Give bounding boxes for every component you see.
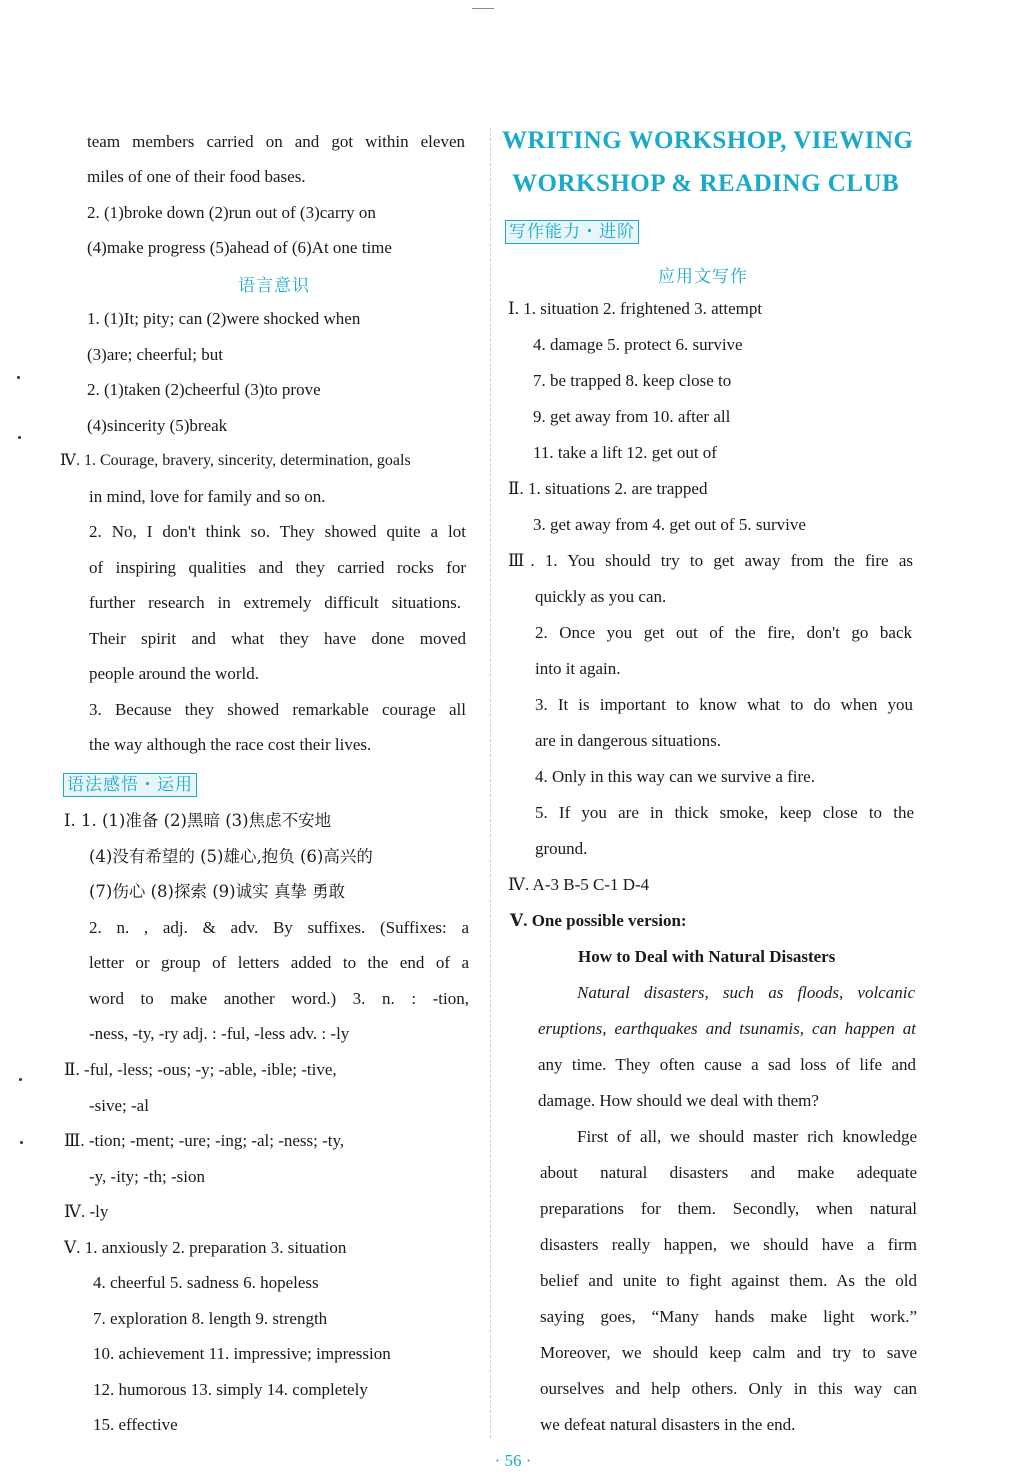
- text-line: 12. humorous 13. simply 14. completely: [93, 1380, 368, 1399]
- text-line: 15. effective: [93, 1415, 178, 1434]
- column-divider: [490, 128, 491, 1438]
- text-line: -y, -ity; -th; -sion: [89, 1167, 205, 1186]
- text-line: First of all, we should master rich knowledge: [577, 1127, 917, 1146]
- text-line: 7. exploration 8. length 9. strength: [93, 1309, 328, 1328]
- text-line: belief and unite to fight against them. As the old: [540, 1271, 917, 1290]
- text-line: disasters really happen, we should have a firm: [540, 1235, 917, 1254]
- text-line: (4)make progress (5)ahead of (6)At one time: [87, 238, 392, 257]
- text-line: Their spirit and what they have done moved: [89, 629, 466, 648]
- text-line: ground.: [535, 839, 588, 858]
- text-line: 2. (1)taken (2)cheerful (3)to prove: [87, 380, 321, 399]
- text-line: Ⅳ. 1. Courage, bravery, sincerity, determination, goals: [60, 452, 411, 469]
- text-line: damage. How should we deal with them?: [538, 1091, 819, 1110]
- text-line: eruptions, earthquakes and tsunamis, can happen at: [538, 1019, 916, 1038]
- text-line: Ⅰ. 1. situation 2. frightened 3. attempt: [508, 299, 763, 318]
- text-line: 3. get away from 4. get out of 5. survive: [533, 515, 806, 534]
- text-line: saying goes, “Many hands make light work.”: [540, 1307, 917, 1326]
- text-line: 2. No, I don't think so. They showed quite a lot: [89, 522, 466, 541]
- text-line: Ⅱ. 1. situations 2. are trapped: [508, 479, 708, 498]
- text-line: (3)are; cheerful; but: [87, 345, 223, 364]
- text-line: Ⅰ. 1. (1)准备 (2)黑暗 (3)焦虑不安地: [64, 811, 332, 830]
- text-line: word to make another word.) 3. n. : -tion,: [89, 989, 469, 1008]
- scan-dot: [18, 436, 21, 439]
- text-line: 3. It is important to know what to do when you: [535, 695, 913, 714]
- text-line: into it again.: [535, 659, 621, 678]
- text-line: Ⅱ. -ful, -less; -ous; -y; -able, -ible; -tive,: [64, 1060, 337, 1079]
- text-line: 2. n. , adj. & adv. By suffixes. (Suffixes: a: [89, 918, 469, 937]
- text-line: 3. Because they showed remarkable courage all: [89, 700, 466, 719]
- text-line: 4. Only in this way can we survive a fire.: [535, 767, 815, 786]
- text-line: Moreover, we should keep calm and try to save: [540, 1343, 917, 1362]
- text-line: 2. Once you get out of the fire, don't go back: [535, 623, 912, 642]
- section-title-line1: WRITING WORKSHOP, VIEWING: [502, 127, 914, 154]
- text-line: about natural disasters and make adequate: [540, 1163, 917, 1182]
- text-line: Ⅴ. 1. anxiously 2. preparation 3. situation: [64, 1238, 347, 1257]
- text-line: Natural disasters, such as floods, volcanic: [577, 983, 915, 1002]
- text-line: ourselves and help others. Only in this way can: [540, 1379, 917, 1398]
- text-line: the way although the race cost their lives.: [89, 735, 372, 754]
- text-line: team members carried on and got within eleven: [87, 132, 465, 151]
- text-line: quickly as you can.: [535, 587, 667, 606]
- text-line: preparations for them. Secondly, when natural: [540, 1199, 917, 1218]
- text-line: (7)伤心 (8)探索 (9)诚实 真挚 勇敢: [89, 882, 346, 901]
- text-line: (4)sincerity (5)break: [87, 416, 228, 435]
- text-line: people around the world.: [89, 664, 259, 683]
- text-line: 2. (1)broke down (2)run out of (3)carry on: [87, 203, 376, 222]
- text-line: 11. take a lift 12. get out of: [533, 443, 717, 462]
- subhead-practical: 应用文写作: [658, 267, 748, 287]
- text-line: 9. get away from 10. after all: [533, 407, 731, 426]
- text-line: of inspiring qualities and they carried rocks for: [89, 558, 466, 577]
- text-line: Ⅲ. -tion; -ment; -ure; -ing; -al; -ness; -ty,: [64, 1131, 345, 1150]
- tag-grammar: 语法感悟・运用: [63, 773, 197, 797]
- text-line: 4. damage 5. protect 6. survive: [533, 335, 743, 354]
- scan-dot: [19, 1078, 22, 1081]
- text-line: Ⅴ. One possible version:: [510, 911, 687, 930]
- text-line: Ⅳ. -ly: [64, 1202, 109, 1221]
- text-line: any time. They often cause a sad loss of life and: [538, 1055, 916, 1074]
- text-line: 7. be trapped 8. keep close to: [533, 371, 732, 390]
- section-title-line2: WORKSHOP & READING CLUB: [512, 170, 900, 197]
- text-line: -sive; -al: [89, 1096, 149, 1115]
- text-line: Ⅳ. A-3 B-5 C-1 D-4: [508, 875, 650, 894]
- text-line: 5. If you are in thick smoke, keep close to the: [535, 803, 914, 822]
- text-line: further research in extremely difficult situations.: [89, 593, 461, 612]
- text-line: -ness, -ty, -ry adj. : -ful, -less adv. : -ly: [89, 1024, 350, 1043]
- page-number: · 56 ·: [494, 1451, 532, 1470]
- essay-title: How to Deal with Natural Disasters: [578, 947, 836, 966]
- text-line: letter or group of letters added to the end of a: [89, 953, 469, 972]
- text-line: we defeat natural disasters in the end.: [540, 1415, 796, 1434]
- top-mark: [472, 8, 494, 9]
- text-line: are in dangerous situations.: [535, 731, 722, 750]
- text-line: (4)没有希望的 (5)雄心,抱负 (6)高兴的: [89, 847, 373, 866]
- subhead-language: 语言意识: [238, 276, 310, 296]
- text-line: 4. cheerful 5. sadness 6. hopeless: [93, 1273, 319, 1292]
- text-line: 1. (1)It; pity; can (2)were shocked when: [87, 309, 361, 328]
- scan-dot: [20, 1141, 23, 1144]
- text-line: miles of one of their food bases.: [87, 167, 306, 186]
- text-line: Ⅲ. 1. You should try to get away from the fire as: [508, 551, 913, 570]
- text-line: 10. achievement 11. impressive; impression: [93, 1344, 391, 1363]
- scan-dot: [17, 376, 20, 379]
- tag-writing: 写作能力・进阶: [505, 220, 639, 244]
- text-line: in mind, love for family and so on.: [89, 487, 326, 506]
